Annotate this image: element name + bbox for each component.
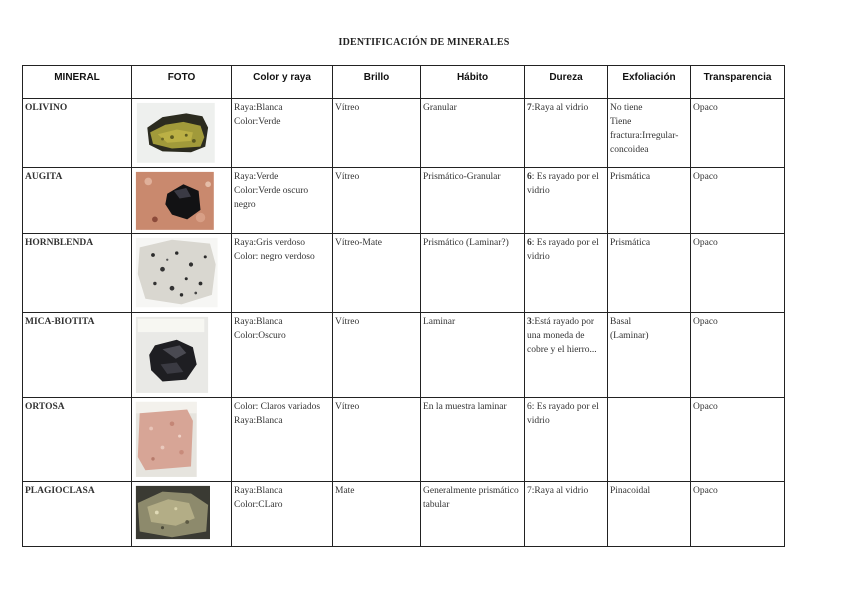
- dureza-cell: [525, 482, 608, 547]
- transparencia-cell: Opaco: [691, 398, 785, 482]
- mineral-name: ORTOSA: [23, 398, 132, 482]
- color-raya-cell: [232, 234, 333, 312]
- transparencia-cell: Opaco: [691, 312, 785, 398]
- olivine-photo: [132, 99, 232, 168]
- color-raya-cell: [232, 99, 333, 168]
- table-row: [23, 398, 785, 482]
- color-raya-line: Color: negro verdoso: [234, 252, 315, 263]
- color-raya-line: Color:CLaro: [234, 500, 283, 511]
- exfoliacion-cell: [608, 398, 691, 482]
- dureza-value: 3: [527, 316, 532, 327]
- hornblende-rock-photo-icon: [134, 236, 229, 309]
- table-row: [23, 234, 785, 312]
- color-raya-line: Raya:Blanca: [234, 103, 283, 113]
- header-brillo: Brillo: [333, 66, 421, 99]
- exfoliacion-line: No tiene: [610, 103, 643, 113]
- brillo-cell: Vítreo: [333, 99, 421, 168]
- habito-cell: Granular: [421, 99, 525, 168]
- color-raya-line: Raya:Blanca: [234, 486, 283, 497]
- header-transparencia: Transparencia: [691, 66, 785, 99]
- exfoliacion-cell: [608, 99, 691, 168]
- exfoliacion-cell: [608, 234, 691, 312]
- biotite-rock-photo-icon: [134, 315, 229, 396]
- dureza-cell: [525, 398, 608, 482]
- mineral-name: AUGITA: [23, 167, 132, 234]
- color-raya-cell: [232, 398, 333, 482]
- exfoliacion-cell: [608, 482, 691, 547]
- header-color-raya: Color y raya: [232, 66, 333, 99]
- header-habito: Hábito: [421, 66, 525, 99]
- color-raya-cell: [232, 482, 333, 547]
- habito-cell: Prismático (Laminar?): [421, 234, 525, 312]
- habito-cell: En la muestra laminar: [421, 398, 525, 482]
- header-exfoliacion: Exfoliación: [608, 66, 691, 99]
- dureza-cell: [525, 312, 608, 398]
- dureza-cell: [525, 99, 608, 168]
- mineral-name: HORNBLENDA: [23, 234, 132, 312]
- augite-rock-photo-icon: [134, 170, 229, 232]
- table-row: [23, 167, 785, 234]
- color-raya-cell: [232, 167, 333, 234]
- exfoliacion-cell: [608, 167, 691, 234]
- dureza-text: : Es rayado por el vidrio: [527, 171, 599, 196]
- table-row: [23, 312, 785, 398]
- document-title: IDENTIFICACIÓN DE MINERALES: [338, 37, 510, 48]
- color-raya-line: Color:Verde: [234, 117, 281, 127]
- transparencia-cell: Opaco: [691, 482, 785, 547]
- color-raya-line: Raya:Blanca: [234, 416, 283, 427]
- color-raya-line: Raya:Verde: [234, 171, 279, 182]
- brillo-cell: Vítreo-Mate: [333, 234, 421, 312]
- header-foto: FOTO: [132, 66, 232, 99]
- dureza-text: 7:Raya al vidrio: [527, 486, 589, 497]
- dureza-text: :Raya al vidrio: [531, 103, 589, 113]
- color-raya-line: Raya:Gris verdoso: [234, 238, 305, 249]
- dureza-value: 7: [527, 103, 532, 113]
- dureza-value: 6: [527, 238, 532, 249]
- exfoliacion-line: Pinacoidal: [610, 486, 651, 497]
- color-raya-line: Raya:Blanca: [234, 316, 283, 327]
- brillo-cell: Vítreo: [333, 398, 421, 482]
- mineral-name: PLAGIOCLASA: [23, 482, 132, 547]
- header-dureza: Dureza: [525, 66, 608, 99]
- table-row: [23, 482, 785, 547]
- dureza-cell: [525, 234, 608, 312]
- exfoliacion-line: Tiene fractura:Irregular-concoidea: [610, 117, 679, 155]
- exfoliacion-line: Basal: [610, 316, 632, 327]
- habito-cell: Prismático-Granular: [421, 167, 525, 234]
- minerals-table: [22, 65, 785, 547]
- brillo-cell: Mate: [333, 482, 421, 547]
- color-raya-cell: [232, 312, 333, 398]
- mineral-name: MICA-BIOTITA: [23, 312, 132, 398]
- brillo-cell: Vítreo: [333, 312, 421, 398]
- habito-cell: Laminar: [421, 312, 525, 398]
- brillo-cell: Vítreo: [333, 167, 421, 234]
- olivine-rock-photo-icon: [134, 101, 229, 165]
- orthoclase-rock-photo-icon: [134, 400, 229, 479]
- dureza-text: :Está rayado por una moneda de cobre y el hierro...: [527, 316, 597, 355]
- hornblende-photo: [132, 234, 232, 312]
- plagioclase-photo: [132, 482, 232, 547]
- orthoclase-photo: [132, 398, 232, 482]
- header-mineral: MINERAL: [23, 66, 132, 99]
- table-row: [23, 99, 785, 168]
- plagioclase-rock-photo-icon: [134, 484, 229, 544]
- exfoliacion-line: Prismática: [610, 238, 651, 249]
- transparencia-cell: Opaco: [691, 167, 785, 234]
- color-raya-line: Color:Verde oscuro negro: [234, 185, 309, 210]
- dureza-text: : Es rayado por el vidrio: [527, 238, 599, 263]
- dureza-value: 6: [527, 171, 532, 182]
- mineral-name: OLIVINO: [23, 99, 132, 168]
- transparencia-cell: Opaco: [691, 234, 785, 312]
- dureza-text: 6: Es rayado por el vidrio: [527, 402, 599, 427]
- dureza-cell: [525, 167, 608, 234]
- habito-cell: Generalmente prismático tabular: [421, 482, 525, 547]
- exfoliacion-line: Prismática: [610, 171, 651, 182]
- color-raya-line: Color: Claros variados: [234, 402, 321, 413]
- header-row: [23, 66, 785, 99]
- augite-photo: [132, 167, 232, 234]
- exfoliacion-line: (Laminar): [610, 330, 649, 341]
- transparencia-cell: Opaco: [691, 99, 785, 168]
- biotite-photo: [132, 312, 232, 398]
- color-raya-line: Color:Oscuro: [234, 330, 286, 341]
- exfoliacion-cell: [608, 312, 691, 398]
